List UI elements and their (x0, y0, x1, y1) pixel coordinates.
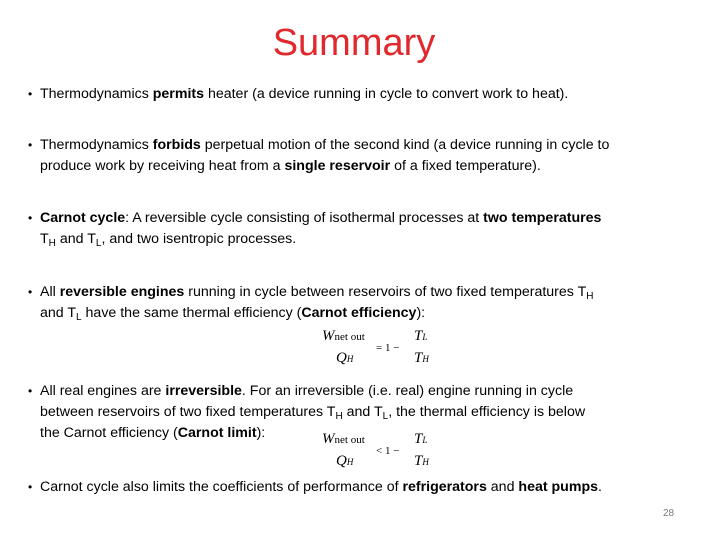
bullet-marker: • (28, 384, 33, 398)
bullet-marker: • (28, 138, 33, 152)
bullet-text: All reversible engines running in cycle between reservoirs of two fixed temperatures $T_H$ and $T_L$ have the same thermal efficiency (Carnot efficiency): (40, 284, 594, 323)
bullet-marker: • (28, 211, 33, 225)
bullet-marker: • (28, 480, 33, 494)
carnot-efficiency-equation: Wnet out = 1 − TL QH TH (322, 328, 429, 366)
bullet-marker: • (28, 285, 33, 299)
bullet-text: All real engines are irreversible. For an irreversible (i.e. real) engine running in cycle between reservoirs of two fixed temperatures $T_H$ and $T_L$, the thermal efficiency is below the Carnot efficiency (Carnot limit): (40, 383, 586, 441)
bullet-marker: • (28, 87, 33, 101)
page-number: 28 (663, 508, 675, 519)
carnot-limit-equation: Wnet out < 1 − TL QH TH (322, 431, 429, 469)
bullet-text: Thermodynamics forbids perpetual motion of the second kind (a device running in cycle to produce work by receiving heat from a single reservoir of a fixed temperature). (40, 137, 610, 174)
slide-title: Summary (272, 22, 436, 64)
bullet-text: Thermodynamics permits heater (a device running in cycle to convert work to heat). (40, 86, 569, 102)
bullet-text: Carnot cycle also limits the coefficients of performance of refrigerators and heat pumps. (40, 479, 602, 495)
bullet-text: Carnot cycle: A reversible cycle consisting of isothermal processes at two temperatures $T_H$ and $T_L$, and two isentropic processes. (40, 210, 602, 249)
